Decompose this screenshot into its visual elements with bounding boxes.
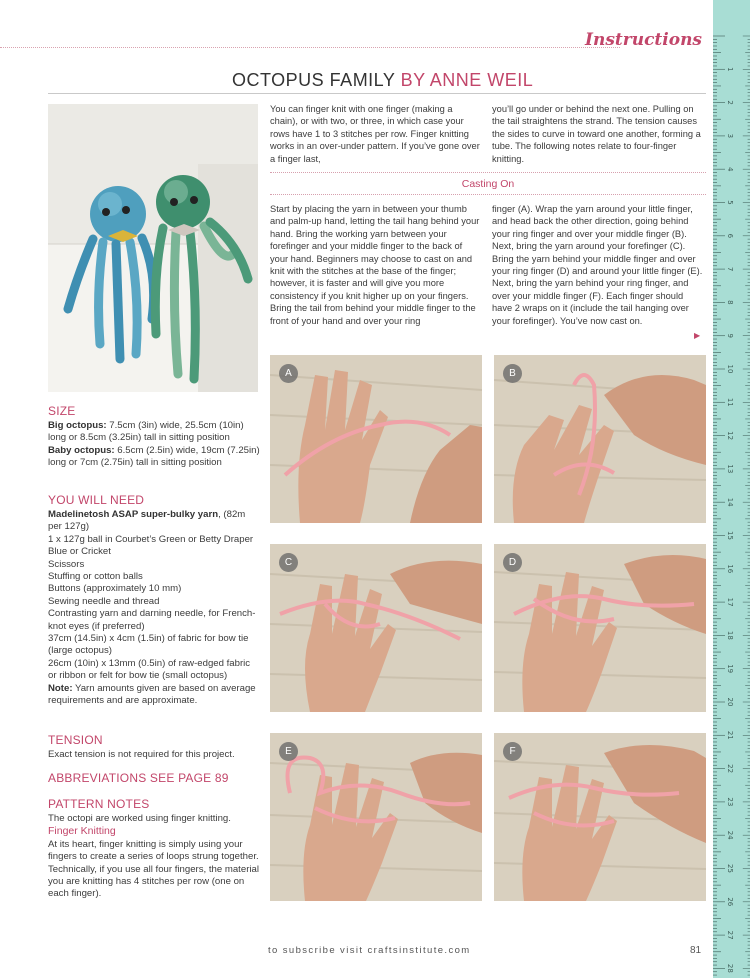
baby-octopus-label: Baby octopus: — [48, 444, 115, 456]
you-will-need-heading: YOU WILL NEED — [48, 493, 145, 507]
step-photo-b — [494, 355, 706, 523]
hand-illustration — [494, 355, 706, 523]
size-heading: SIZE — [48, 404, 76, 418]
step-label-e: E — [279, 742, 298, 761]
list-item: Scissors — [48, 558, 85, 570]
list-item: Sewing needle and thread — [48, 595, 160, 607]
ruler-number: 9 — [726, 333, 734, 338]
ruler-number: 18 — [726, 630, 734, 640]
size-section — [48, 404, 260, 470]
tension-section — [48, 733, 260, 761]
list-item: Contrasting yarn and darning needle, for French-knot eyes (if preferred) — [48, 608, 256, 632]
ruler-number: 25 — [726, 864, 734, 873]
pattern-notes-text — [48, 813, 260, 901]
ruler-number: 28 — [726, 963, 734, 973]
step-photo-c — [270, 544, 482, 712]
ruler-number: 22 — [726, 764, 734, 774]
octopus-photo — [48, 104, 258, 392]
yarn-label: Madelinetosh ASAP super-bulky yarn — [48, 509, 219, 520]
you-will-need-section — [48, 493, 260, 708]
big-octopus-size: 7.5cm (3in) wide, 25.5cm (10in) long or 8.5cm (3.25in) tall in sitting position — [48, 420, 244, 444]
step-photo-e — [270, 733, 482, 901]
ruler-number: 19 — [726, 664, 734, 674]
ruler-number: 5 — [726, 200, 734, 205]
ruler-ticks — [713, 0, 750, 978]
hand-illustration — [270, 733, 482, 901]
casting-on-column-1 — [270, 203, 482, 327]
casting-on-column-2: finger (A). Wrap the yarn around your little finger, and head back the other direction, going behind your ring finger and over your middle finger (B). Next, bring the yarn around your forefinger (C). Bring the yarn behind your middle finger and over your ring finger (D) and around your little finger (E). Next, bring the yarn behind your ring finger, and over your middle finger (F). Each finger should have 2 wraps on it (include the tail hanging over your forefinger). You’ve now cast on. — [492, 204, 703, 326]
abbreviations-section — [48, 771, 260, 787]
ruler-number: 24 — [726, 830, 734, 840]
intro-column-1: You can finger knit with one finger (making a chain), or with two, or three, in which case your rows have 1 to 3 stitches per row. Finger knitting works in an over-under pattern. If you’ve gone over a finger last, — [270, 104, 480, 164]
size-text — [48, 420, 260, 470]
octopus-illustration — [48, 104, 258, 392]
step-label-b: B — [503, 364, 522, 383]
step-label-a: A — [279, 364, 298, 383]
header-rule — [0, 47, 620, 48]
ruler-number: 20 — [726, 697, 734, 707]
note-label: Note: — [48, 682, 73, 694]
step-photo-f — [494, 733, 706, 901]
hand-illustration — [494, 733, 706, 901]
ruler-number: 10 — [726, 364, 734, 374]
page-number: 81 — [690, 945, 702, 956]
ruler-number: 12 — [726, 431, 734, 441]
decorative-ruler — [713, 0, 750, 978]
intro-column-2: you’ll go under or behind the next one. Pulling on the tail straightens the strand. The tension causes the sides to curve in toward one another, forming a tube. The following notes relate to four-finger knitting. — [492, 104, 701, 164]
hand-illustration — [270, 544, 482, 712]
step-label-d: D — [503, 553, 522, 572]
step-photo-d — [494, 544, 706, 712]
list-item: 26cm (10in) x 13mm (0.5in) of raw-edged fabric or ribbon or felt for bow tie (small octopus) — [48, 657, 251, 682]
title-rule — [48, 93, 706, 94]
tension-text: Exact tension is not required for this project. — [48, 749, 235, 760]
finger-knitting-subheading: Finger Knitting — [48, 825, 116, 838]
abbreviations-heading: ABBREVIATIONS SEE PAGE 89 — [48, 771, 229, 785]
ruler-number: 21 — [726, 730, 734, 740]
list-item: Stuffing or cotton balls — [48, 571, 143, 583]
ruler-number: 1 — [726, 67, 734, 72]
ruler-number: 17 — [726, 597, 734, 607]
note-text: Yarn amounts given are based on average requirements and are approximate. — [48, 682, 256, 707]
list-item: Buttons (approximately 10 mm) — [48, 583, 182, 595]
section-label: Instructions — [585, 30, 702, 50]
step-label-c: C — [279, 553, 298, 572]
ruler-number: 7 — [726, 266, 734, 272]
casting-on-heading: Casting On — [461, 178, 515, 190]
ruler-number: 3 — [726, 133, 734, 139]
ruler-number: 14 — [726, 497, 734, 507]
casting-on-rule-bottom — [270, 194, 706, 195]
hand-illustration — [494, 544, 706, 712]
hand-illustration — [270, 355, 482, 523]
materials-list — [48, 509, 260, 708]
pattern-notes-intro: The octopi are worked using finger knitting. — [48, 813, 231, 824]
finger-knitting-para-2: Technically, if you use all four fingers, the material you are knitting has 4 stitches per row (one on each finger). — [48, 863, 259, 900]
list-item: 37cm (14.5in) x 4cm (1.5in) of fabric for bow tie (large octopus) — [48, 633, 249, 657]
pattern-notes-heading: PATTERN NOTES — [48, 797, 150, 811]
ruler-number: 15 — [726, 531, 734, 540]
ruler-number: 26 — [726, 897, 734, 907]
ruler-number: 16 — [726, 564, 734, 574]
ruler-number: 23 — [726, 797, 734, 807]
finger-knitting-para-1: At its heart, finger knitting is simply using your fingers to create a series of loops strung together. — [48, 838, 259, 863]
title-byline: BY ANNE WEIL — [400, 70, 534, 90]
ruler-number: 11 — [726, 397, 734, 407]
ruler-number: 8 — [726, 300, 734, 305]
ruler-number: 13 — [726, 464, 734, 474]
tension-heading: TENSION — [48, 733, 103, 747]
ruler-number: 2 — [726, 100, 734, 105]
list-item: 1 x 127g ball in Courbet’s Green or Betty Draper Blue or Cricket — [48, 533, 254, 558]
ruler-number: 4 — [726, 166, 734, 172]
pattern-notes-section — [48, 797, 260, 901]
casting-on-para-1: Start by placing the yarn in between your thumb and palm-up hand, letting the tail hang behind your hand. Bring the working yarn between your forefinger and your middle finger to the back of your hand. Beginners may choose to cast on and knit with the stitches at the base of the finger; however, it is faster and will give you more consistency if you knit higher up on your fingers. — [270, 204, 480, 301]
footer-subscribe: to subscribe visit craftsinstitute.com — [268, 945, 471, 956]
step-label-f: F — [503, 742, 522, 761]
page-title — [232, 70, 532, 91]
step-photo-a — [270, 355, 482, 523]
casting-on-rule-top — [270, 172, 706, 173]
title-main: OCTOPUS FAMILY — [232, 70, 396, 90]
yarn-detail: , (82m per 127g) — [48, 509, 246, 533]
casting-on-para-2: Bring the tail from behind your middle finger to the front of your hand and over your ring — [270, 303, 476, 326]
big-octopus-label: Big octopus: — [48, 420, 107, 431]
baby-octopus-size: 6.5cm (2.5in) wide, 19cm (7.25in) long or 7cm (2.75in) tall in sitting position — [48, 444, 260, 469]
continue-arrow-icon: ▶ — [694, 331, 701, 340]
ruler-number: 27 — [726, 930, 734, 940]
ruler-number: 6 — [726, 233, 734, 239]
